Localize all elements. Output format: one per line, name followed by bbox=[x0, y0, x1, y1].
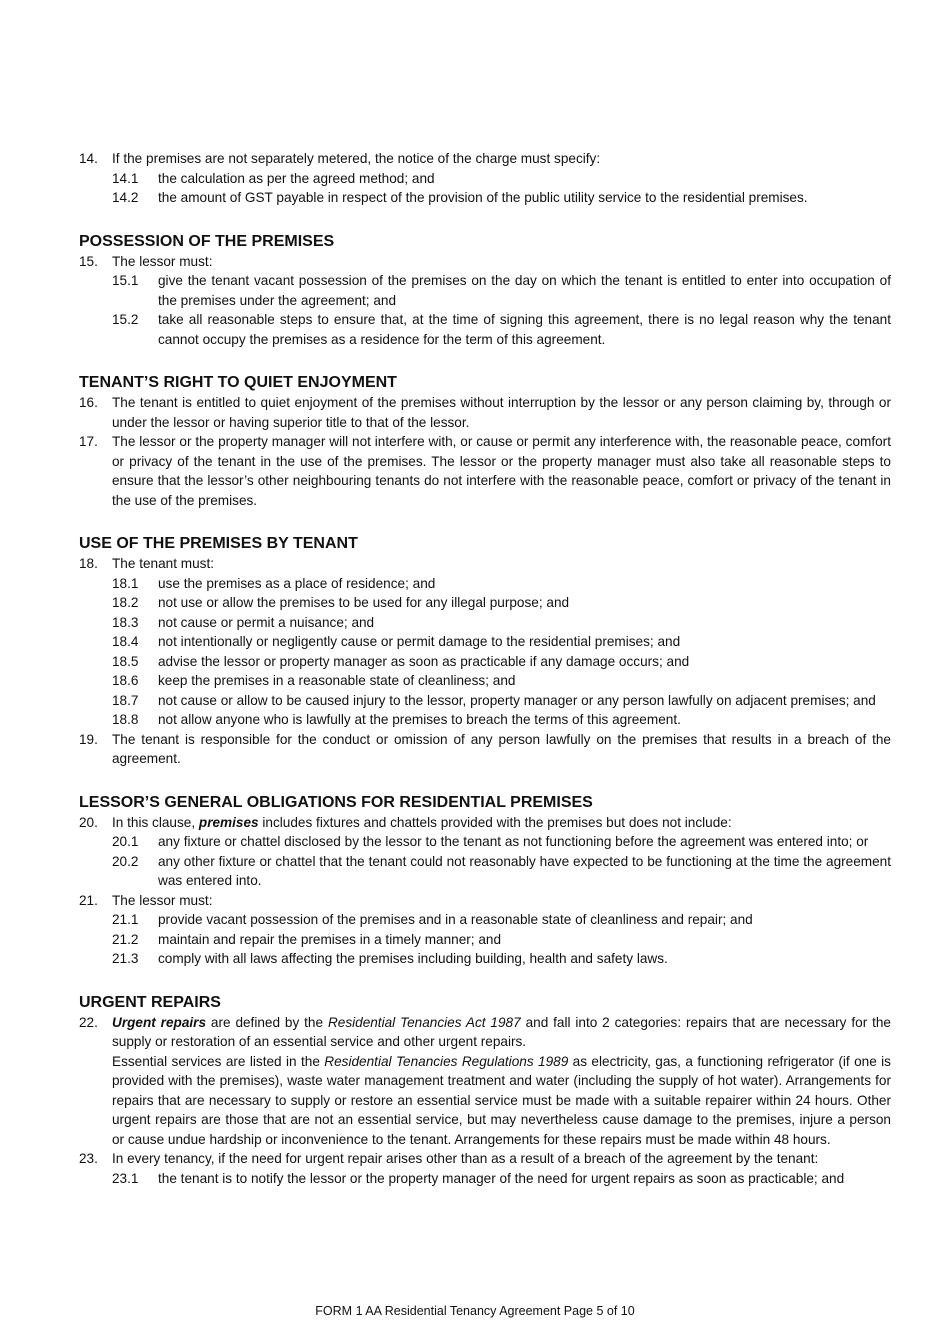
clause-number: 17. bbox=[79, 434, 98, 449]
subclause-14-1 bbox=[79, 169, 891, 189]
clause-text-pre: In this clause, bbox=[112, 814, 199, 830]
clause-15 bbox=[79, 252, 891, 272]
subclause-number: 14.2 bbox=[112, 190, 139, 205]
subclause-number: 20.1 bbox=[112, 834, 139, 849]
subclause-23-1 bbox=[79, 1169, 891, 1189]
clause-text-post: includes fixtures and chattels provided with the premises but does not include: bbox=[258, 814, 732, 830]
subclause-number: 18.2 bbox=[112, 595, 139, 610]
subclause-18-3 bbox=[79, 613, 891, 633]
clause-text: In every tenancy, if the need for urgent repair arises other than as a result of a breach of the agreement by the tenant: bbox=[112, 1151, 819, 1166]
page-content bbox=[79, 149, 891, 1188]
clause-20 bbox=[79, 813, 891, 833]
subclause-18-8 bbox=[79, 710, 891, 730]
section-heading-quiet-enjoyment: TENANT’S RIGHT TO QUIET ENJOYMENT bbox=[79, 374, 397, 391]
subclause-text: any other fixture or chattel that the tenant could not reasonably have expected to be functioning at the time the agreement was entered into. bbox=[158, 853, 891, 888]
subclause-20-2 bbox=[79, 852, 891, 891]
subclause-text: not allow anyone who is lawfully at the premises to breach the terms of this agreement. bbox=[158, 712, 681, 727]
subclause-number: 15.1 bbox=[112, 273, 139, 288]
subclause-number: 18.8 bbox=[112, 712, 139, 727]
subclause-text: maintain and repair the premises in a timely manner; and bbox=[158, 931, 502, 947]
subclause-number: 23.1 bbox=[112, 1170, 139, 1186]
subclause-text: any fixture or chattel disclosed by the lessor to the tenant as not functioning before the agreement was entered into; or bbox=[158, 834, 869, 849]
subclause-14-2 bbox=[79, 188, 891, 208]
section-heading-possession: POSSESSION OF THE PREMISES bbox=[79, 232, 335, 250]
subclause-number: 21.2 bbox=[112, 931, 139, 947]
clause-21 bbox=[79, 891, 891, 911]
clause-text-mid: are defined by the bbox=[206, 1014, 328, 1030]
defined-term-premises: premises bbox=[198, 814, 259, 830]
clause-text: The lessor or the property manager will not interfere with, or cause or permit any interference with, the reasonable peace, comfort or privacy of the tenant in the use of the premises. The lessor or the property manager must also take all reasonable steps to ensure that the lessor’s other neighbouring tenants do not interfere with the reasonable peace, comfort or privacy of the tenant in the use of the premises. bbox=[112, 434, 891, 508]
subclause-text: the calculation as per the agreed method; and bbox=[158, 170, 435, 186]
clause-number: 15. bbox=[79, 253, 98, 269]
subclause-text: use the premises as a place of residence; and bbox=[158, 575, 436, 591]
clause-number: 21. bbox=[79, 892, 98, 908]
clause-23 bbox=[79, 1149, 891, 1169]
clause-number: 14. bbox=[79, 151, 98, 166]
defined-term-urgent-repairs: Urgent repairs bbox=[112, 1014, 207, 1030]
clause-16 bbox=[79, 393, 891, 432]
clause-text: The lessor must: bbox=[112, 892, 213, 908]
subclause-number: 15.2 bbox=[112, 312, 139, 327]
clause-22 bbox=[79, 1013, 891, 1052]
subclause-number: 18.3 bbox=[112, 614, 139, 630]
clause-number: 16. bbox=[79, 395, 98, 410]
clause-number: 22. bbox=[79, 1014, 98, 1030]
subclause-text: not cause or permit a nuisance; and bbox=[158, 614, 375, 630]
paragraph-text-post: as electricity, gas, a functioning refrigerator (if one is provided with the premises), waste water management treatment and water (including the supply of hot water). Arrangements for repairs that are necessary to supply or restore an essential service must be made with a suitable repairer within 24 hours. Other urgent repairs are those that are not an essential service, but may nevertheless cause damage to the premises, injure a person or cause undue hardship or inconvenience to the tenant. Arrangements for these repairs must be made within 48 hours. bbox=[112, 1053, 891, 1147]
subclause-text: not intentionally or negligently cause or permit damage to the residential premises; and bbox=[158, 634, 681, 649]
subclause-text: provide vacant possession of the premises and in a reasonable state of cleanliness and repair; and bbox=[158, 912, 753, 927]
subclause-number: 18.7 bbox=[112, 692, 139, 708]
clause-17 bbox=[79, 432, 891, 510]
subclause-text: not use or allow the premises to be used for any illegal purpose; and bbox=[158, 595, 570, 610]
subclause-number: 18.1 bbox=[112, 575, 139, 591]
subclause-18-4 bbox=[79, 632, 891, 652]
subclause-21-1 bbox=[79, 910, 891, 930]
clause-22-paragraph bbox=[79, 1052, 891, 1150]
subclause-21-3 bbox=[79, 949, 891, 969]
subclause-15-1 bbox=[79, 271, 891, 310]
clause-number: 19. bbox=[79, 731, 98, 747]
subclause-18-5 bbox=[79, 652, 891, 672]
clause-text: If the premises are not separately metered, the notice of the charge must specify: bbox=[112, 151, 601, 166]
section-heading-lessor-obligations: LESSOR’S GENERAL OBLIGATIONS FOR RESIDENTIAL PREMISES bbox=[79, 793, 593, 811]
subclause-text: take all reasonable steps to ensure that, at the time of signing this agreement, there is no legal reason why the tenant cannot occupy the premises as a residence for the term of this agreement. bbox=[158, 312, 891, 347]
clause-18 bbox=[79, 554, 891, 574]
clause-text: The lessor must: bbox=[112, 253, 213, 269]
subclause-text: the tenant is to notify the lessor or the property manager of the need for urgent repairs as soon as practicable; and bbox=[158, 1170, 845, 1186]
page-footer: FORM 1 AA Residential Tenancy Agreement Page 5 of 10 bbox=[315, 1304, 635, 1318]
subclause-number: 18.5 bbox=[112, 653, 139, 669]
subclause-number: 14.1 bbox=[112, 170, 139, 186]
clause-text-post: and fall into 2 categories: repairs that are necessary for the supply or restoration of an essential service and other urgent repairs. bbox=[112, 1014, 891, 1049]
clause-text: The tenant is entitled to quiet enjoyment of the premises without interruption by the lessor or any person claiming by, through or under the lessor or having superior title to that of the lessor. bbox=[112, 395, 891, 430]
subclause-18-1 bbox=[79, 574, 891, 594]
act-title: Residential Tenancies Act 1987 bbox=[327, 1014, 521, 1030]
section-heading-use-of-premises: USE OF THE PREMISES BY TENANT bbox=[79, 535, 358, 552]
subclause-text: comply with all laws affecting the premises including building, health and safety laws. bbox=[158, 951, 668, 966]
subclause-text: keep the premises in a reasonable state of cleanliness; and bbox=[158, 673, 516, 688]
clause-text: The tenant must: bbox=[112, 556, 215, 571]
subclause-18-6 bbox=[79, 671, 891, 691]
clause-14 bbox=[79, 149, 891, 169]
clause-text: The tenant is responsible for the conduct or omission of any person lawfully on the premises that results in a breach of the agreement. bbox=[112, 731, 891, 766]
subclause-15-2 bbox=[79, 310, 891, 349]
subclause-18-7 bbox=[79, 691, 891, 711]
subclause-text: give the tenant vacant possession of the premises on the day on which the tenant is entitled to enter into occupation of the premises under the agreement; and bbox=[158, 273, 891, 308]
subclause-text: the amount of GST payable in respect of the provision of the public utility service to the residential premises. bbox=[158, 190, 808, 205]
subclause-number: 20.2 bbox=[112, 853, 139, 869]
subclause-20-1 bbox=[79, 832, 891, 852]
subclause-number: 18.4 bbox=[112, 634, 139, 649]
clause-number: 18. bbox=[79, 556, 98, 571]
subclause-18-2 bbox=[79, 593, 891, 613]
subclause-text: not cause or allow to be caused injury to the lessor, property manager or any person lawfully on adjacent premises; and bbox=[158, 692, 876, 708]
subclause-text: advise the lessor or property manager as soon as practicable if any damage occurs; and bbox=[158, 653, 690, 669]
paragraph-text-pre: Essential services are listed in the bbox=[112, 1053, 325, 1069]
subclause-number: 18.6 bbox=[112, 673, 139, 688]
section-heading-urgent-repairs: URGENT REPAIRS bbox=[79, 993, 221, 1011]
regulations-title: Residential Tenancies Regulations 1989 bbox=[324, 1053, 569, 1069]
clause-number: 20. bbox=[79, 814, 98, 830]
clause-19 bbox=[79, 730, 891, 769]
subclause-number: 21.3 bbox=[112, 951, 139, 966]
subclause-number: 21.1 bbox=[112, 912, 139, 927]
clause-number: 23. bbox=[79, 1151, 98, 1166]
subclause-21-2 bbox=[79, 930, 891, 950]
